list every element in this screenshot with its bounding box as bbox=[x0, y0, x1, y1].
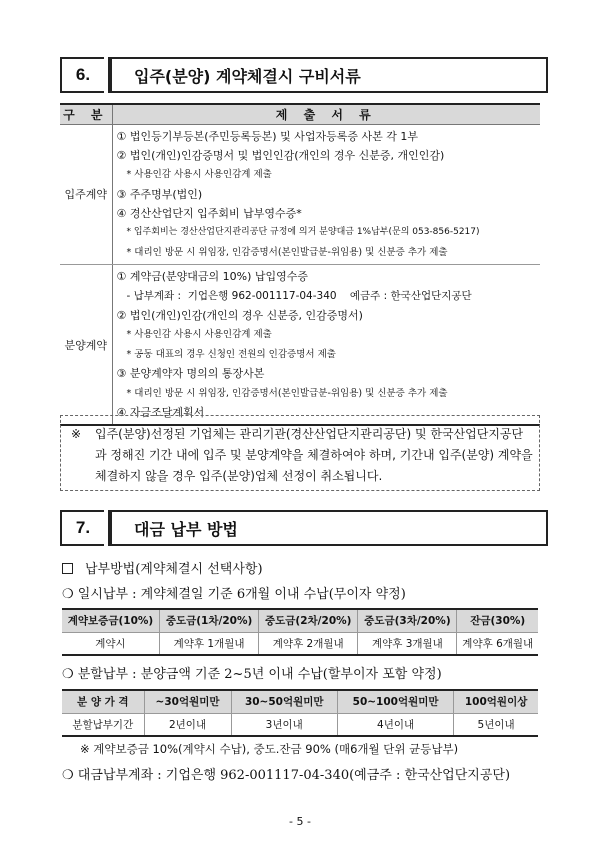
notice-box bbox=[60, 415, 540, 491]
section-6-number: 6. bbox=[60, 57, 104, 93]
list-item: ③ 주주명부(법인) bbox=[116, 187, 203, 201]
table-cell: 중도금(1차/20%) bbox=[159, 609, 258, 632]
payment-footnote: ※ 계약보증금 10%(계약시 수납), 중도.잔금 90% (매6개월 단위 균등납부) bbox=[80, 742, 459, 756]
category-sale-contract: 분양계약 bbox=[60, 265, 112, 426]
table-cell: 2년이내 bbox=[144, 713, 231, 736]
table-cell: 계약후 2개월내 bbox=[259, 632, 358, 655]
table-cell: ~30억원미만 bbox=[144, 690, 231, 713]
table-cell: 분 양 가 격 bbox=[62, 690, 144, 713]
payment-account: ❍ 대금납부계좌 : 기업은행 962-001117-04-340(예금주 : 한국산업단지공단) bbox=[62, 768, 511, 783]
list-item: ③ 분양계약자 명의의 통장사본 bbox=[116, 367, 265, 381]
table-row-move-in-contract bbox=[60, 124, 540, 265]
list-item: ④ 자금조달계획서 bbox=[116, 405, 205, 419]
lump-sum-table bbox=[62, 608, 538, 656]
table-cell: 100억원이상 bbox=[454, 690, 538, 713]
table-row bbox=[62, 713, 538, 736]
checkbox-square-icon bbox=[62, 563, 73, 574]
sale-contract-items bbox=[112, 265, 540, 426]
header-category: 구 분 bbox=[60, 104, 112, 124]
list-item: ④ 경산산업단지 입주회비 납부영수증* bbox=[116, 207, 302, 221]
list-item: * 입주회비는 경산산업단지관리공단 규정에 의거 분양대금 1%납부(문의 053-856-5217) bbox=[126, 227, 480, 238]
table-cell: 30~50억원미만 bbox=[231, 690, 337, 713]
table-cell: 4년이내 bbox=[337, 713, 453, 736]
lump-sum-label: ❍ 일시납부 : 계약체결일 기준 6개월 이내 수납(무이자 약정) bbox=[62, 587, 406, 602]
installment-table bbox=[62, 689, 538, 737]
list-item: - 납부계좌 : 기업은행 962-001117-04-340 예금주 : 한국산업단지공단 bbox=[126, 289, 472, 302]
header-documents: 제 출 서 류 bbox=[112, 104, 540, 124]
table-cell: 계약시 bbox=[62, 632, 159, 655]
list-item: * 대리인 방문 시 위임장, 인감증명서(본인발급분-위임용) 및 신분증 추가 제출 bbox=[126, 246, 448, 258]
table-cell: 계약후 3개월내 bbox=[358, 632, 457, 655]
list-item: * 사용인감 사용시 사용인감계 제출 bbox=[126, 329, 272, 341]
list-item: ② 법인(개인)인감증명서 및 법인인감(개인의 경우 신분증, 개인인감) bbox=[116, 148, 445, 162]
table-cell: 중도금(2차/20%) bbox=[259, 609, 358, 632]
table-cell: 계약후 1개월내 bbox=[159, 632, 258, 655]
table-cell: 50~100억원미만 bbox=[337, 690, 453, 713]
table-header-row bbox=[60, 104, 540, 124]
table-cell: 중도금(3차/20%) bbox=[358, 609, 457, 632]
table-cell: 3년이내 bbox=[231, 713, 337, 736]
table-cell: 계약보증금(10%) bbox=[62, 609, 159, 632]
move-in-contract-items bbox=[112, 124, 540, 265]
table-cell: 계약후 6개월내 bbox=[457, 632, 538, 655]
table-cell: 5년이내 bbox=[454, 713, 538, 736]
list-item: ① 법인등기부등본(주민등록등본) 및 사업자등록증 사본 각 1부 bbox=[116, 129, 418, 143]
list-item: * 공동 대표의 경우 신청인 전원의 인감증명서 제출 bbox=[126, 348, 336, 360]
list-item: * 사용인감 사용시 사용인감계 제출 bbox=[126, 169, 272, 181]
notice-mark: ※ bbox=[71, 427, 82, 441]
table-row bbox=[62, 690, 538, 713]
table-row bbox=[62, 632, 538, 655]
section-6-title: 입주(분양) 계약체결시 구비서류 bbox=[108, 57, 548, 93]
category-move-in-contract: 입주계약 bbox=[60, 124, 112, 265]
section-7-title: 대금 납부 방법 bbox=[108, 510, 548, 546]
table-row bbox=[62, 609, 538, 632]
page-number: - 5 - bbox=[289, 815, 311, 828]
list-item: ① 계약금(분양대금의 10%) 납입영수증 bbox=[116, 270, 309, 284]
required-documents-table bbox=[60, 103, 540, 426]
notice-text: 입주(분양)선정된 기업체는 관리기관(경산산업단지관리공단) 및 한국산업단지공단과 정해진 기간 내에 입주 및 분양계약을 체결하여야 하며, 기간내 입주(분양) 계약을 체결하지 않을 경우 입주(분양)업체 선정이 취소됩니다. bbox=[95, 427, 533, 483]
payment-method-heading: 납부방법(계약체결시 선택사항) bbox=[62, 558, 263, 577]
list-item: ② 법인(개인)인감(개인의 경우 신분증, 인감증명서) bbox=[116, 309, 363, 323]
list-item: * 대리인 방문 시 위임장, 인감증명서(본인발급분-위임용) 및 신분증 추가 제출 bbox=[126, 387, 448, 399]
table-row-sale-contract bbox=[60, 265, 540, 426]
section-6-header bbox=[60, 57, 548, 93]
section-7-header bbox=[60, 510, 548, 546]
table-cell: 분할납부기간 bbox=[62, 713, 144, 736]
installment-label: ❍ 분할납부 : 분양금액 기준 2~5년 이내 수납(할부이자 포함 약정) bbox=[62, 667, 442, 682]
section-7-number: 7. bbox=[60, 510, 104, 546]
table-cell: 잔금(30%) bbox=[457, 609, 538, 632]
